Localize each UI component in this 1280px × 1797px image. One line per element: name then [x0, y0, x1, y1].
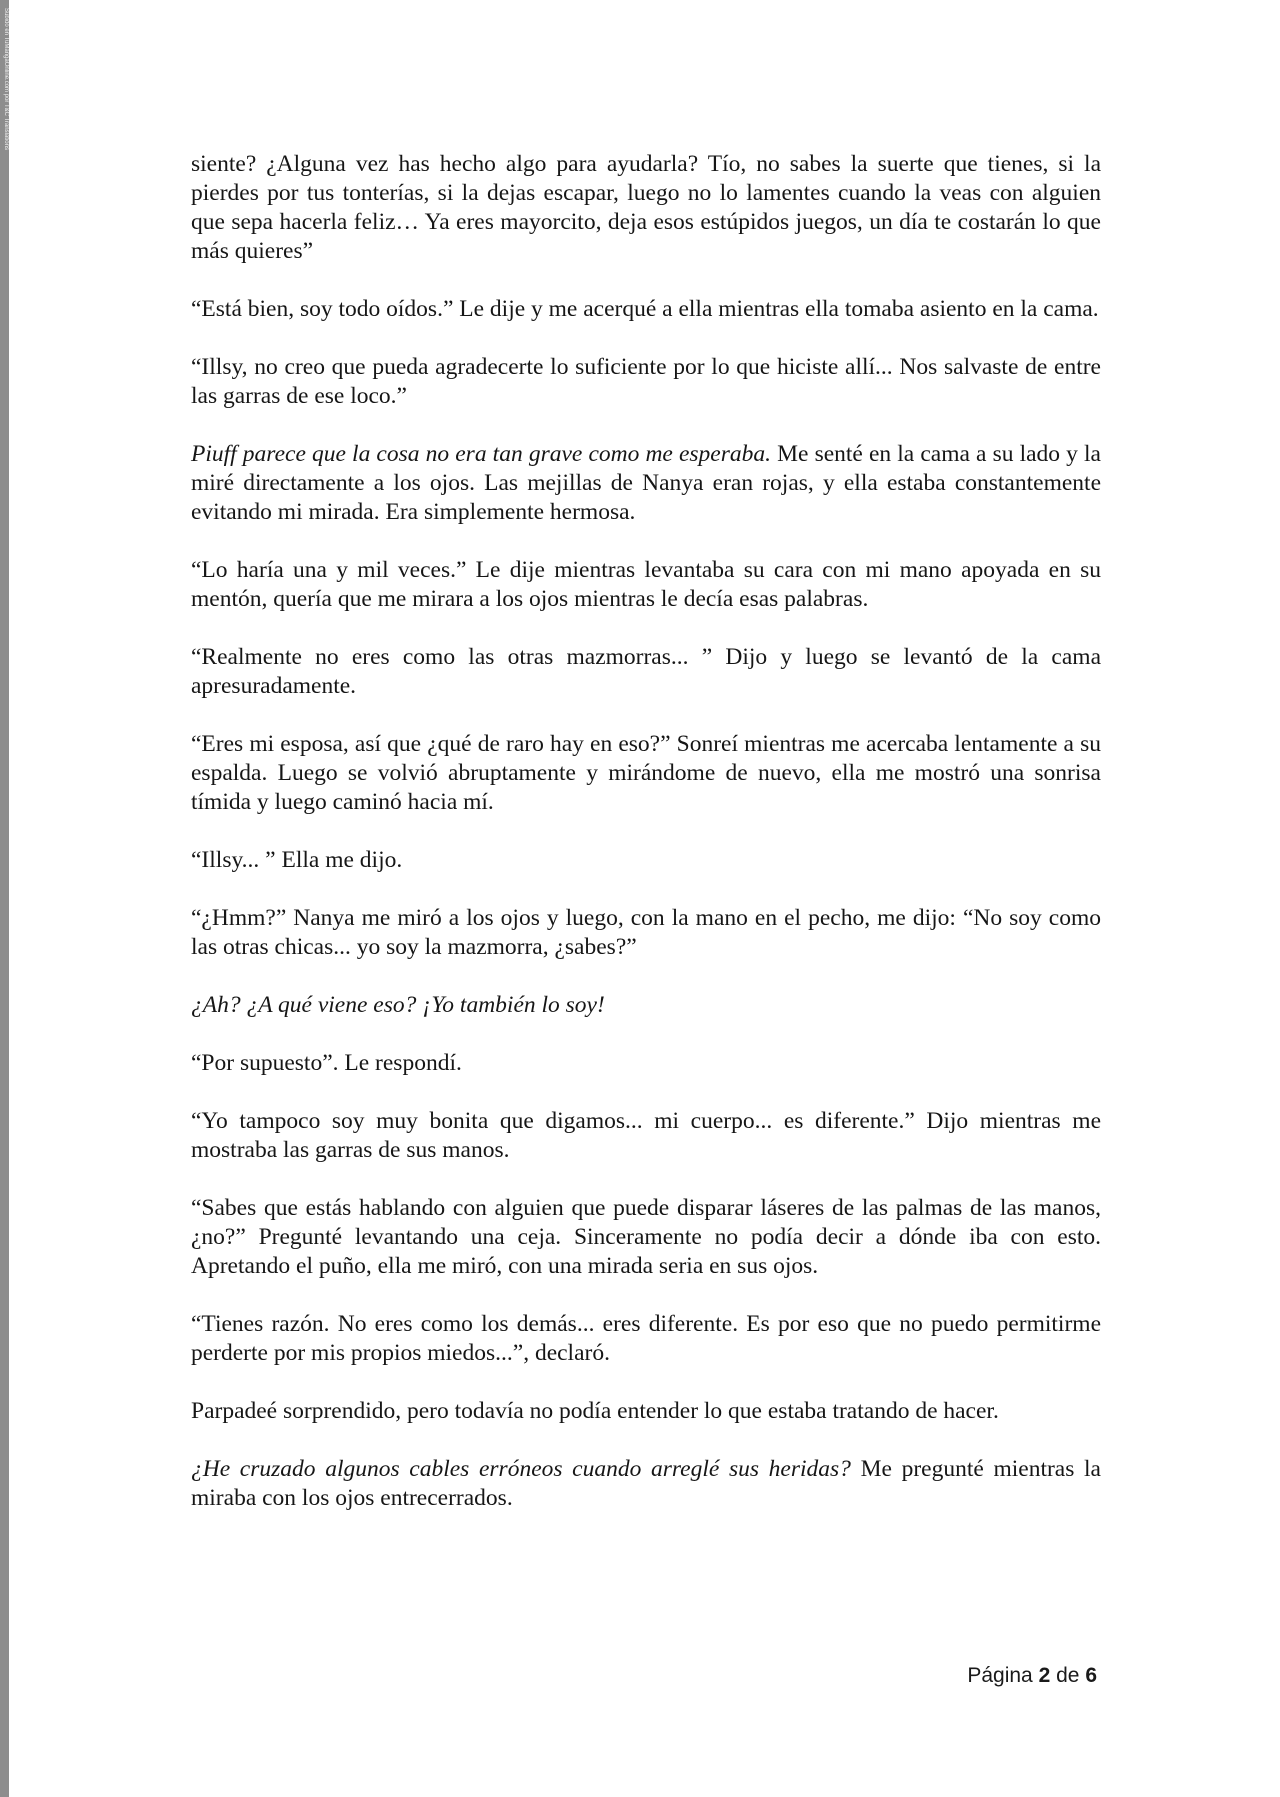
paragraph-1: siente? ¿Alguna vez has hecho algo para ayudarla? Tío, no sabes la suerte que tienes, si la pierdes por tus tonterías, si la dejas escapar, luego no lo lamentes cuando la veas con alguien que sepa hacerla feliz… Ya eres mayorcito, deja esos estúpidos juegos, un día te costarán lo que más quieres”	[191, 151, 1101, 264]
paragraph-13: “Sabes que estás hablando con alguien que puede disparar láseres de las palmas de las manos, ¿no?” Pregunté levantando una ceja. Sinceramente no podía decir a dónde iba con esto. Apretando el puño, ella me miró, con una mirada seria en sus ojos.	[191, 1195, 1101, 1279]
inner-thought: Piuff parece que la cosa no era tan grave como me esperaba.	[191, 441, 772, 467]
paragraph-14: “Tienes razón. No eres como los demás... eres diferente. Es por eso que no puedo permitirme perderte por mis propios miedos...”, declaró.	[191, 1311, 1101, 1366]
paragraph-12: “Yo tampoco soy muy bonita que digamos... mi cuerpo... es diferente.” Dijo mientras me mostraba las garras de sus manos.	[191, 1108, 1101, 1163]
paragraph-6: “Realmente no eres como las otras mazmorras... ” Dijo y luego se levantó de la cama apresuradamente.	[191, 644, 1101, 699]
paragraph-10	[191, 991, 1101, 1020]
page-label: Página	[967, 1664, 1033, 1687]
inner-thought: ¿Ah? ¿A qué viene eso? ¡Yo también lo soy!	[191, 992, 605, 1018]
page-separator: de	[1056, 1664, 1080, 1687]
paragraph-9: “¿Hmm?” Nanya me miró a los ojos y luego, con la mano en el pecho, me dijo: “No soy como las otras chicas... yo soy la mazmorra, ¿sabes?”	[191, 905, 1101, 960]
paragraph-8: “Illsy... ” Ella me dijo.	[191, 847, 403, 873]
inner-thought: ¿He cruzado algunos cables erróneos cuando arreglé sus heridas?	[191, 1456, 851, 1482]
side-credit-text: Subido en TuMangaOnline.com por T&C Translations	[3, 8, 9, 150]
current-page-number: 2	[1038, 1664, 1051, 1687]
document-body	[191, 150, 1101, 1542]
paragraph-3: “Illsy, no creo que pueda agradecerte lo suficiente por lo que hiciste allí... Nos salvaste de entre las garras de ese loco.”	[191, 354, 1101, 409]
total-page-count: 6	[1085, 1664, 1097, 1687]
page-edge-stripe	[0, 0, 9, 1797]
paragraph-11: “Por supuesto”. Le respondí.	[191, 1050, 462, 1076]
paragraph-15: Parpadeé sorprendido, pero todavía no podía entender lo que estaba tratando de hacer.	[191, 1398, 999, 1424]
paragraph-4: Piuff parece que la cosa no era tan grave como me esperaba. Me senté en la cama a su lado y la miré directamente a los ojos. Las mejillas de Nanya eran rojas, y ella estaba constantemente evitando mi mirada. Era simplemente hermosa.	[191, 441, 1101, 525]
paragraph-7: “Eres mi esposa, así que ¿qué de raro hay en eso?” Sonreí mientras me acercaba lentamente a su espalda. Luego se volvió abruptamente y mirándome de nuevo, ella me mostró una sonrisa tímida y luego caminó hacia mí.	[191, 731, 1101, 815]
page-number-footer	[967, 1663, 1097, 1689]
paragraph-5: “Lo haría una y mil veces.” Le dije mientras levantaba su cara con mi mano apoyada en su mentón, quería que me mirara a los ojos mientras le decía esas palabras.	[191, 557, 1101, 612]
paragraph-2: “Está bien, soy todo oídos.” Le dije y me acerqué a ella mientras ella tomaba asiento en la cama.	[191, 296, 1099, 322]
paragraph-16: ¿He cruzado algunos cables erróneos cuando arreglé sus heridas? Me pregunté mientras la miraba con los ojos entrecerrados.	[191, 1456, 1101, 1511]
